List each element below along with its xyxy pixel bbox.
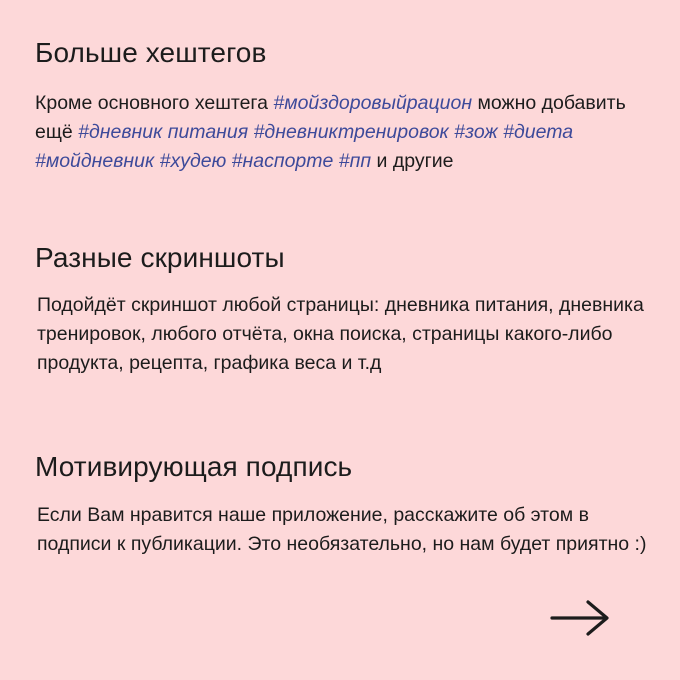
hashtags-text-middle: можно добавить ещё — [35, 92, 626, 143]
caption-description: Если Вам нравится наше приложение, расскажите об этом в подписи к публикации. Это необязательно, но нам будет приятно :) — [37, 504, 647, 555]
main-hashtag: #мойздоровыйрацион — [273, 92, 473, 114]
next-button[interactable] — [548, 598, 612, 638]
hashtags-text-before: Кроме основного хештега — [35, 92, 274, 114]
caption-heading: Мотивирующая подпись — [35, 451, 353, 482]
hashtags-description — [35, 89, 655, 176]
hashtags-heading: Больше хештегов — [35, 37, 267, 68]
screenshots-description: Подойдёт скриншот любой страницы: дневника питания, дневника тренировок, любого отчёта, окна поиска, страницы какого-либо продукта, рецепта, графика веса и т.д — [37, 294, 644, 374]
arrow-right-icon — [548, 598, 612, 638]
screenshots-heading: Разные скриншоты — [35, 242, 285, 273]
hashtags-text-after: и другие — [371, 150, 454, 172]
extra-hashtags: #дневник питания #дневниктренировок #зож #диета #мойдневник #худею #наспорте #пп — [35, 121, 574, 172]
